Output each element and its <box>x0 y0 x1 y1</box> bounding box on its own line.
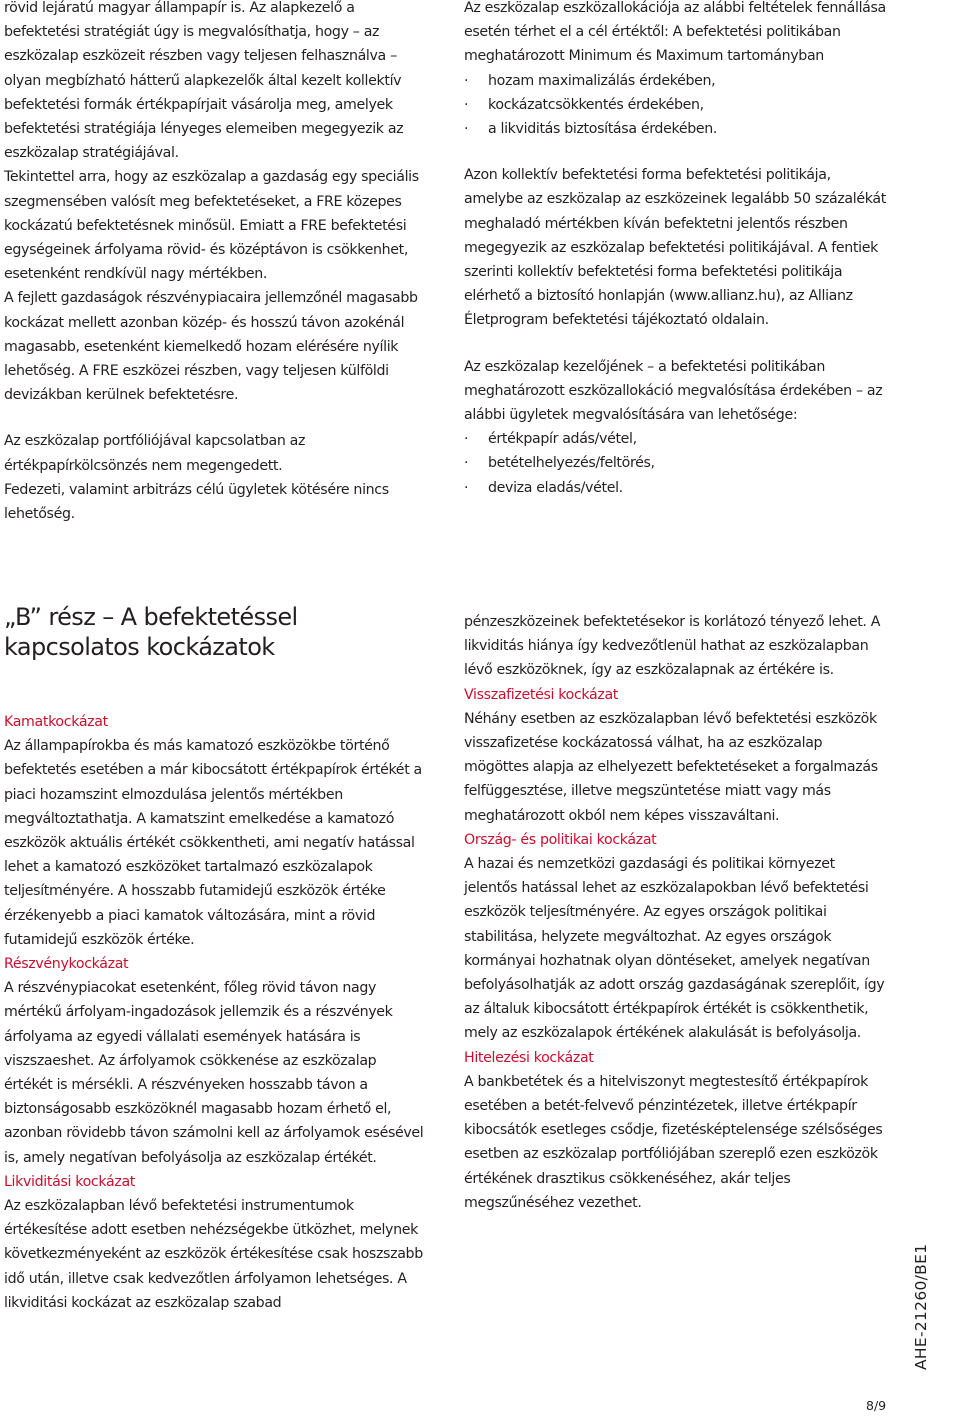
collective-investment-paragraph: Azon kollektív befektetési forma befektetési politikája, amelybe az eszközalap az eszközeinek legalább 50 százalékát meghaladó mértékben kíván befektetni jelentős részben megegyezik az eszközalap befektetési politikájával. A fentiek szerinti kollektív befektetési forma befektetési politikája elérhető a biztosító honlapján (www.allianz.hu), az Allianz Életprogram befektetési tájékoztató oldalain. <box>464 167 886 329</box>
list-item: · deviza eladás/vétel. <box>464 476 888 500</box>
risk-level-paragraph: Tekintettel arra, hogy az eszközalap a gazdaság egy speciális szegmensében valósít meg befektetéseket, a FRE közepes kockázatú befektetésnek minősül. Emiatt a FRE befektetési egységeinek árfolyama rövid- és középtávon is csökkenhet, esetenként rendkívül nagy mértékben. <box>4 169 419 283</box>
liquidity-risk-continued: pénzeszközeinek befektetésekor is korlátozó tényező lehet. A likviditás hiánya így kedvezőtlenül hathat az eszközalapban lévő eszközöknek, így az eszközalapnak az értékére is. <box>464 614 881 679</box>
section-title: „B” rész – A befektetéssel kapcsolatos kockázatok <box>4 603 298 661</box>
securities-lending-paragraph: Az eszközalap portfóliójával kapcsolatban az értékpapírkölcsönzés nem megengedett. <box>4 433 306 474</box>
deviation-reasons-list <box>464 69 888 142</box>
list-item: · kockázatcsökkentés érdekében, <box>464 93 888 117</box>
hedging-paragraph: Fedezeti, valamint arbitrázs célú ügyletek kötésére nincs lehetőség. <box>4 481 389 523</box>
top-left-column <box>4 0 420 526</box>
top-right-column <box>464 0 888 500</box>
allocation-deviation-paragraph: Az eszközalap eszközallokációja az alábbi feltételek fennállása esetén térhet el a cél értéktől: A befektetési politikában meghatározott Minimum és Maximum tartományban <box>464 0 886 65</box>
manager-transactions-paragraph: Az eszközalap kezelőjének – a befektetési politikában meghatározott eszközallokáció megvalósítása érdekében – az alábbi ügyletek megvalósítására van lehetősége: <box>464 358 883 424</box>
list-item: · hozam maximalizálás érdekében, <box>464 69 888 93</box>
repayment-risk-heading: Visszafizetési kockázat <box>464 686 619 703</box>
credit-risk-text: A bankbetétek és a hitelviszonyt megtestesítő értékpapírok esetében a betét-felvevő pénzintézetek, illetve értékpapír kibocsátók esetleges csődje, fizetésképtelensége szélsőséges esetben az eszközalap portfóliójában szereplő ezen eszközök értékének drasztikus csökkenéséhez, akár teljes megszűnéséhez vezethet. <box>464 1073 883 1211</box>
list-item: · betételhelyezés/feltörés, <box>464 451 888 475</box>
page-number: 8/9 <box>866 1398 887 1413</box>
bottom-right-column <box>464 610 888 1215</box>
list-item: · értékpapír adás/vétel, <box>464 427 888 451</box>
repayment-risk-text: Néhány esetben az eszközalapban lévő befektetési eszközök visszafizetése kockázatossá válhat, ha az eszközalap mögöttes alapja az elhelyezett befektetéseket a forgalmazás felfüggesztése, illetve megszüntetése miatt vagy más meghatározott okból nem képes visszaváltani. <box>464 710 878 824</box>
liquidity-risk-heading: Likviditási kockázat <box>4 1173 136 1190</box>
interest-risk-text: Az állampapírokba és más kamatozó eszközökbe történő befektetés esetében a már kibocsátott értékpapírok értékét a piaci hozamszint elmozdulása jelentős mértékben megváltoztathatja. A kamatszint emelkedése a kamatozó eszközök aktuális értékét csökkentheti, ami negatív hatással lehet a kamatozó eszközöket tartalmazó eszközalapok teljesítményére. A hosszabb futamidejű eszközök értéke érzékenyebb a piaci kamatok változására, mint a rövid futamidejű eszközök értéke. <box>4 738 422 948</box>
transactions-list <box>464 427 888 500</box>
interest-risk-heading: Kamatkockázat <box>4 714 108 730</box>
country-risk-text: A hazai és nemzetközi gazdasági és politikai környezet jelentős hatással lehet az eszközalapokban lévő befektetési eszközök teljesítményére. Az egyes országok politikai stabilitása, helyzete megváltozhat. Az egyes országok kormányai hozhatnak olyan döntéseket, amelyek negatívan befolyásolhatják az adott ország gazdaságának szereplőit, így az általuk kibocsátott értékpapírok értékét is csökkenthetik, mely az eszközalapok értékének alakulását is befolyásolja. <box>464 856 885 1042</box>
equity-risk-heading: Részvénykockázat <box>4 956 129 973</box>
credit-risk-heading: Hitelezési kockázat <box>464 1049 594 1066</box>
document-code: AHE-21260/BE1 <box>912 1243 930 1370</box>
equity-risk-text: A részvénypiacokat esetenként, főleg rövid távon nagy mértékű árfolyam-ingadozások jellemzik és a részvények árfolyama az egyedi vállalati események hatására is viszszaeshet. Az árfolyamok csökkenése az eszközalap értékét is mérsékli. A részvényeken hosszabb távon a biztonságosabb eszközöknél magasabb hozam érhető el, azonban rövidebb távon számolni kell az árfolyamok esésével is, amely negatívan befolyásolja az eszközalap értékét. <box>4 980 424 1166</box>
list-item: · a likviditás biztosítása érdekében. <box>464 117 888 141</box>
liquidity-risk-text: Az eszközalapban lévő befektetési instrumentumok értékesítése adott esetben nehézségekbe ütközhet, melynek következményeként az eszközök értékesítése csak hoszszabb idő után, illetve csak kedvezőtlen árfolyamon lehetséges. A likviditási kockázat az eszközalap szabad <box>4 1198 423 1311</box>
return-potential-paragraph: A fejlett gazdaságok részvénypiacaira jellemzőnél magasabb kockázat mellett azonban közép- és hosszú távon azokénál magasabb, esetenként kiemelkedő hozam elérésére nyílik lehetőség. A FRE eszközei részben, vagy teljesen külföldi devizákban kerülnek befektetésre. <box>4 290 418 404</box>
country-risk-heading: Ország- és politikai kockázat <box>464 831 657 848</box>
intro-strategy-paragraph: rövid lejáratú magyar állampapír is. Az alapkezelő a befektetési stratégiát úgy is megvalósíthatja, hogy – az eszközalap eszközeit részben vagy teljesen felhasználva – olyan megbízható hátterű alapkezelők által kezelt kollektív befektetési formák értékpapírjait vásárolja meg, amelyek befektetési stratégiája lényeges elemeiben megegyezik az eszközalap stratégiájával. <box>4 0 404 162</box>
bottom-left-column <box>4 710 424 1315</box>
